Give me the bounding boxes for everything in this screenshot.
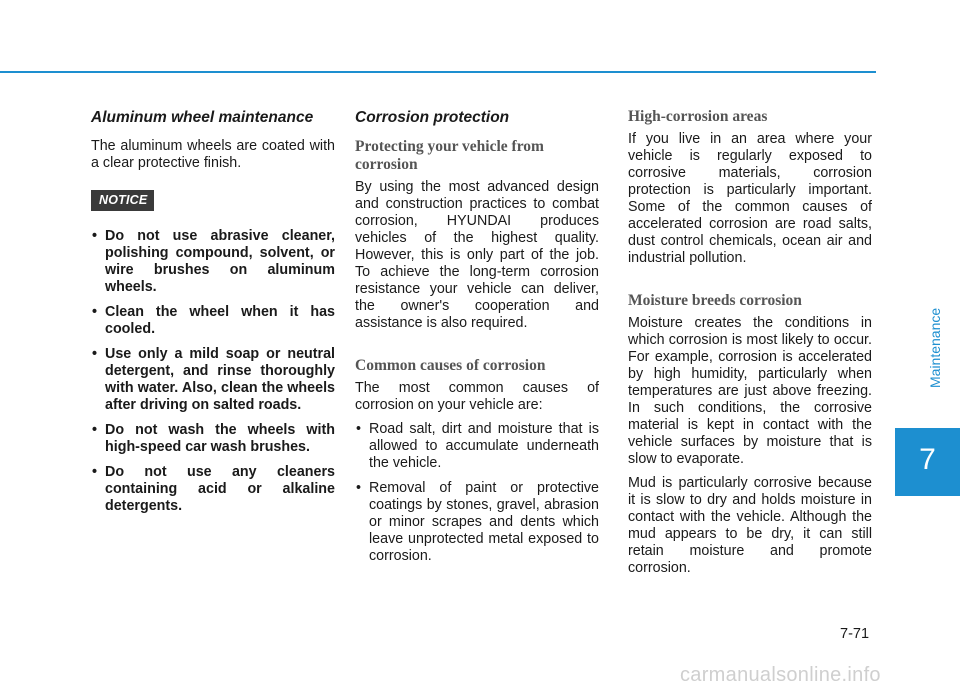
subheading: Protecting your vehicle from corrosion bbox=[355, 138, 544, 173]
list-item: • Road salt, dirt and moisture that is allowed to accumulate underneath the vehicle. bbox=[355, 421, 599, 472]
column-corrosion-protection bbox=[355, 108, 599, 573]
subheading: High-corrosion areas bbox=[628, 108, 768, 125]
subheading: Moisture breeds corrosion bbox=[628, 292, 802, 309]
page-number: 7-71 bbox=[840, 626, 870, 642]
section-heading: Corrosion protection bbox=[355, 109, 510, 126]
subheading: Common causes of corrosion bbox=[355, 357, 546, 374]
notice-badge: NOTICE bbox=[91, 190, 154, 211]
column-high-corrosion bbox=[628, 108, 872, 584]
list-item: • Do not use abrasive cleaner, polishing compound, solvent, or wire brushes on aluminum wheels. bbox=[91, 228, 335, 296]
list-item: • Removal of paint or protective coatings by stones, gravel, abrasion or minor scrapes and dents which leave unprotected metal exposed to corrosion. bbox=[355, 480, 599, 565]
chapter-number: 7 bbox=[919, 443, 936, 476]
section-heading: Aluminum wheel maintenance bbox=[91, 109, 314, 126]
paragraph: The most common causes of corrosion on your vehicle are: bbox=[355, 380, 599, 413]
paragraph: Mud is particularly corrosive because it is slow to dry and holds moisture in contact with the vehicle. Although the mud appears to be dry, it can still retain moisture and promote corrosion. bbox=[628, 475, 872, 576]
header-rule bbox=[0, 71, 876, 73]
chapter-tab bbox=[895, 428, 960, 496]
chapter-label: Maintenance bbox=[927, 307, 943, 388]
notice-list bbox=[91, 228, 335, 515]
paragraph: Moisture creates the conditions in which corrosion is most likely to occur. For example, corrosion is accelerated by high humidity, particularly when temperatures are just above freezing. In such conditions, the corrosive material is kept in contact with the vehicle surfaces by moisture that is slow to evaporate. bbox=[628, 315, 872, 467]
list-item: • Use only a mild soap or neutral detergent, and rinse thoroughly with water. Also, clean the wheels after driving on salted roads. bbox=[91, 346, 335, 414]
intro-paragraph: The aluminum wheels are coated with a clear protective finish. bbox=[91, 138, 335, 171]
list-item: • Do not wash the wheels with high-speed car wash brushes. bbox=[91, 422, 335, 456]
watermark: carmanualsonline.info bbox=[680, 664, 881, 686]
list-item: • Clean the wheel when it has cooled. bbox=[91, 304, 335, 338]
causes-list bbox=[355, 421, 599, 565]
paragraph: If you live in an area where your vehicle is regularly exposed to corrosive materials, corrosion protection is particularly important. Some of the common causes of accelerated corrosion are road salts, dust control chemicals, ocean air and industrial pollution. bbox=[628, 131, 872, 266]
list-item: • Do not use any cleaners containing acid or alkaline detergents. bbox=[91, 464, 335, 515]
paragraph: By using the most advanced design and construction practices to combat corrosion, HYUNDAI produces vehicles of the highest quality. However, this is only part of the job. To achieve the long-term corrosion resistance your vehicle can deliver, the owner's cooperation and assistance is also required. bbox=[355, 179, 599, 331]
column-aluminum-wheels bbox=[91, 108, 335, 523]
